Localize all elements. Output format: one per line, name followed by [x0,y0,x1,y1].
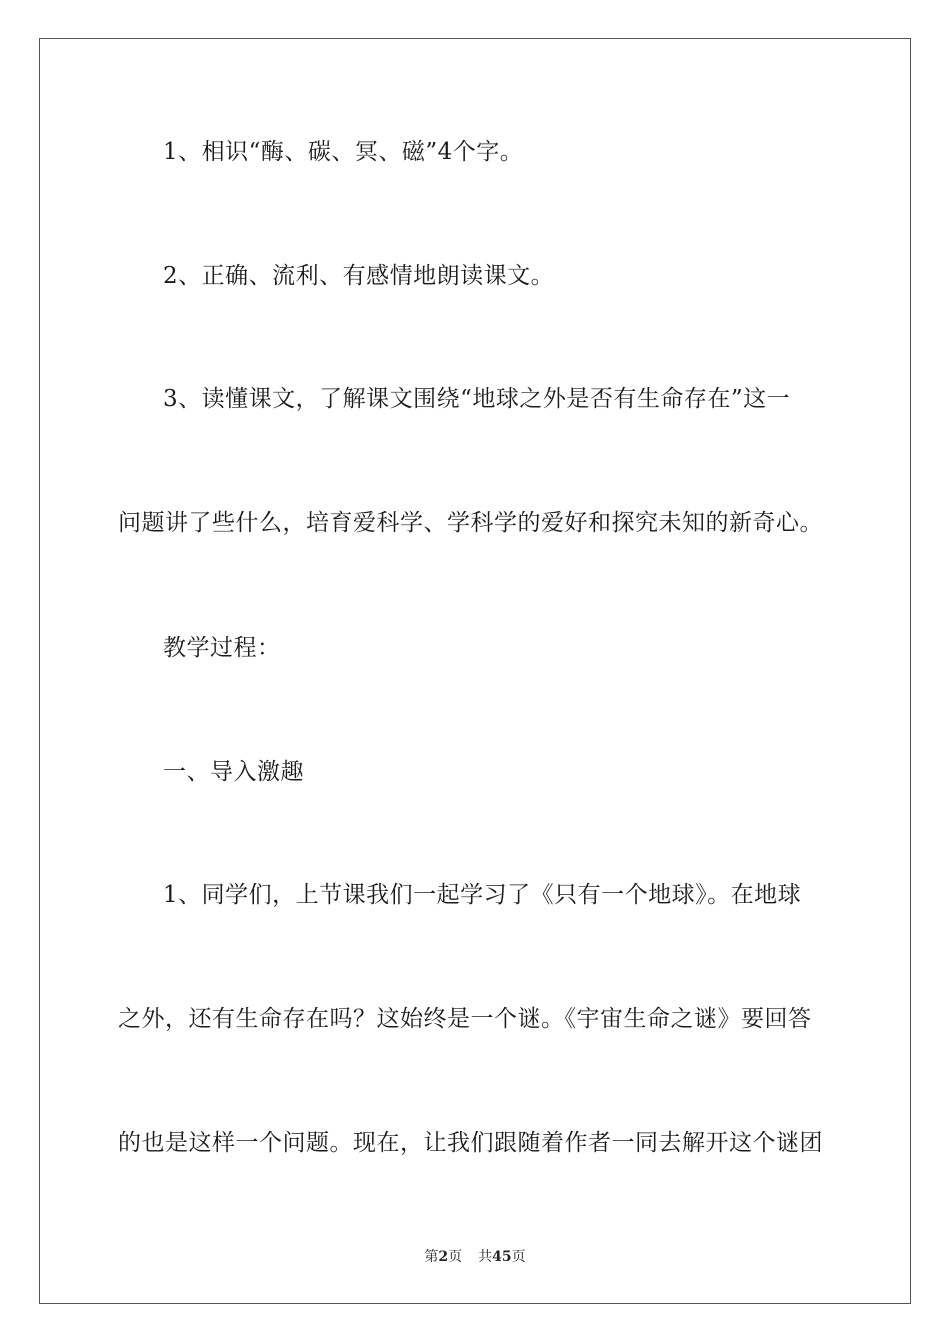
page-footer [0,1248,950,1266]
footer-prefix: 第 [424,1249,439,1265]
current-page-number: 2 [438,1249,449,1265]
footer-page-suffix: 页 [448,1249,463,1265]
intro-paragraph-line-3: 的也是这样一个问题。现在，让我们跟随着作者一同去解开这个谜团 [118,1130,823,1156]
total-page-count: 45 [492,1249,512,1265]
objective-3-line-1: 3、读懂课文，了解课文围绕“地球之外是否有生命存在”这一 [163,386,791,412]
section-heading-process: 教学过程： [163,635,281,661]
intro-paragraph-line-2: 之外，还有生命存在吗？这始终是一个谜。《宇宙生命之谜》要回答 [118,1006,812,1032]
section-heading-intro: 一、导入激趣 [163,759,304,785]
objective-2: 2、正确、流利、有感情地朗读课文。 [163,263,555,289]
objective-3-line-2: 问题讲了些什么，培育爱科学、学科学的爱好和探究未知的新奇心。 [118,510,823,536]
objective-1: 1、相识“酶、碳、冥、磁”4个字。 [163,139,524,165]
footer-total-prefix: 共 [478,1249,493,1265]
footer-total-suffix: 页 [511,1249,526,1265]
page-border [39,38,911,1304]
intro-paragraph-line-1: 1、同学们，上节课我们一起学习了《只有一个地球》。在地球 [163,882,802,908]
